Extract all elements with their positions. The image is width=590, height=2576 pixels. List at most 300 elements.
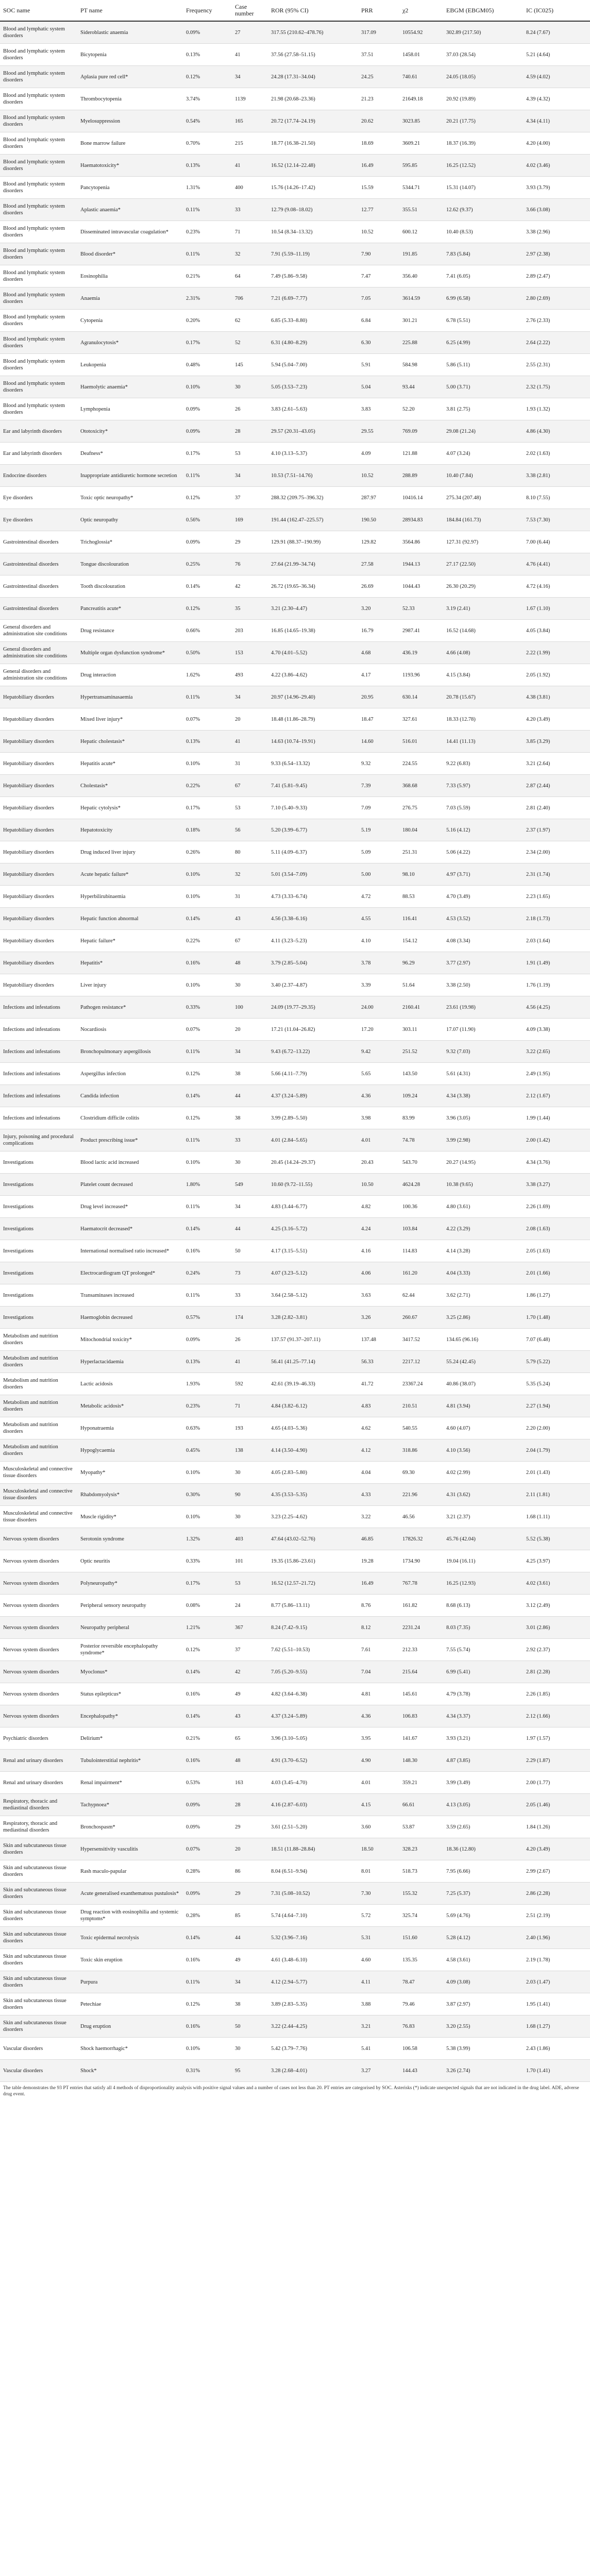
- cell-ebgm: 4.31 (3.62): [443, 1484, 523, 1506]
- cell-ebgm: 7.95 (6.66): [443, 1860, 523, 1883]
- cell-ror: 137.57 (91.37–207.11): [268, 1329, 358, 1351]
- cell-ror: 21.98 (20.68–23.36): [268, 88, 358, 110]
- cell-ic: 5.79 (5.22): [523, 1351, 590, 1373]
- cell-ebgm: 4.02 (2.99): [443, 1462, 523, 1484]
- cell-ror: 47.64 (43.02–52.76): [268, 1528, 358, 1550]
- cell-frequency: 0.11%: [183, 686, 232, 708]
- cell-soc-name: Gastrointestinal disorders: [0, 598, 77, 620]
- cell-ic: 3.38 (2.81): [523, 465, 590, 487]
- table-row: [0, 908, 590, 930]
- cell-prr: 10.52: [358, 221, 399, 243]
- cell-prr: 10.50: [358, 1174, 399, 1196]
- cell-ror: 4.91 (3.70–6.52): [268, 1750, 358, 1772]
- cell-pt-name: Serotonin syndrome: [77, 1528, 183, 1550]
- cell-case-number: 38: [232, 1107, 268, 1129]
- cell-prr: 8.01: [358, 1860, 399, 1883]
- cell-pt-name: Haematotoxicity*: [77, 155, 183, 177]
- cell-soc-name: Psychiatric disorders: [0, 1727, 77, 1750]
- cell-ror: 3.61 (2.51–5.20): [268, 1816, 358, 1838]
- cell-ror: 4.14 (3.50–4.90): [268, 1439, 358, 1462]
- cell-frequency: 0.11%: [183, 1971, 232, 1993]
- cell-ebgm: 3.21 (2.37): [443, 1506, 523, 1528]
- cell-prr: 4.90: [358, 1750, 399, 1772]
- cell-soc-name: Metabolism and nutrition disorders: [0, 1351, 77, 1373]
- cell-pt-name: Polyneuropathy*: [77, 1572, 183, 1595]
- table-row: [0, 1484, 590, 1506]
- cell-chi-square: 543.70: [399, 1151, 443, 1174]
- cell-frequency: 0.09%: [183, 1816, 232, 1838]
- cell-chi-square: 161.82: [399, 1595, 443, 1617]
- cell-frequency: 0.26%: [183, 841, 232, 863]
- header-ror: ROR (95% CI): [268, 0, 358, 21]
- cell-pt-name: Hyperbilirubinaemia: [77, 886, 183, 908]
- cell-chi-square: 88.53: [399, 886, 443, 908]
- cell-ebgm: 37.03 (28.54): [443, 44, 523, 66]
- cell-chi-square: 78.47: [399, 1971, 443, 1993]
- cell-chi-square: 260.67: [399, 1307, 443, 1329]
- cell-frequency: 0.10%: [183, 974, 232, 996]
- cell-ror: 4.70 (4.01–5.52): [268, 642, 358, 664]
- cell-prr: 3.26: [358, 1307, 399, 1329]
- cell-pt-name: Acute generalised exanthematous pustulosis*: [77, 1883, 183, 1905]
- cell-frequency: 0.09%: [183, 1883, 232, 1905]
- cell-ror: 3.64 (2.58–5.12): [268, 1284, 358, 1307]
- cell-chi-square: 83.99: [399, 1107, 443, 1129]
- cell-case-number: 41: [232, 155, 268, 177]
- cell-ic: 2.34 (2.00): [523, 841, 590, 863]
- table-row: [0, 221, 590, 243]
- cell-case-number: 65: [232, 1727, 268, 1750]
- cell-ic: 1.91 (1.49): [523, 952, 590, 974]
- cell-ror: 4.25 (3.16–5.72): [268, 1218, 358, 1240]
- cell-ror: 8.04 (6.51–9.94): [268, 1860, 358, 1883]
- cell-frequency: 0.10%: [183, 863, 232, 886]
- cell-pt-name: Aplasia pure red cell*: [77, 66, 183, 88]
- cell-ic: 8.24 (7.67): [523, 21, 590, 44]
- cell-prr: 3.22: [358, 1506, 399, 1528]
- cell-ebgm: 184.84 (161.73): [443, 509, 523, 531]
- table-row: [0, 509, 590, 531]
- cell-frequency: 0.09%: [183, 1794, 232, 1816]
- cell-ror: 3.79 (2.85–5.04): [268, 952, 358, 974]
- cell-frequency: 0.10%: [183, 1506, 232, 1528]
- cell-chi-square: 1044.43: [399, 575, 443, 598]
- cell-ebgm: 3.25 (2.86): [443, 1307, 523, 1329]
- cell-soc-name: Investigations: [0, 1174, 77, 1196]
- cell-prr: 3.27: [358, 2060, 399, 2082]
- cell-case-number: 203: [232, 620, 268, 642]
- cell-chi-square: 288.89: [399, 465, 443, 487]
- cell-frequency: 0.09%: [183, 1329, 232, 1351]
- cell-case-number: 41: [232, 44, 268, 66]
- cell-chi-square: 1944.13: [399, 553, 443, 575]
- cell-ic: 2.03 (1.47): [523, 1971, 590, 1993]
- cell-chi-square: 17826.32: [399, 1528, 443, 1550]
- cell-ebgm: 15.31 (14.07): [443, 177, 523, 199]
- cell-pt-name: Hepatic failure*: [77, 930, 183, 952]
- table-row: [0, 819, 590, 841]
- cell-ebgm: 19.04 (16.11): [443, 1550, 523, 1572]
- cell-ror: 5.01 (3.54–7.09): [268, 863, 358, 886]
- table-row: [0, 930, 590, 952]
- table-row: [0, 1151, 590, 1174]
- cell-ror: 20.97 (14.96–29.40): [268, 686, 358, 708]
- cell-frequency: 0.23%: [183, 221, 232, 243]
- cell-case-number: 493: [232, 664, 268, 686]
- cell-ebgm: 4.97 (3.71): [443, 863, 523, 886]
- cell-pt-name: Encephalopathy*: [77, 1705, 183, 1727]
- table-row: [0, 1661, 590, 1683]
- cell-prr: 7.61: [358, 1639, 399, 1661]
- cell-ic: 4.39 (4.32): [523, 88, 590, 110]
- cell-pt-name: Rhabdomyolysis*: [77, 1484, 183, 1506]
- cell-pt-name: International normalised ratio increased*: [77, 1240, 183, 1262]
- cell-soc-name: Nervous system disorders: [0, 1639, 77, 1661]
- cell-pt-name: Peripheral sensory neuropathy: [77, 1595, 183, 1617]
- cell-chi-square: 144.43: [399, 2060, 443, 2082]
- cell-prr: 4.33: [358, 1484, 399, 1506]
- cell-pt-name: Toxic optic neuropathy*: [77, 487, 183, 509]
- cell-frequency: 0.09%: [183, 398, 232, 420]
- cell-soc-name: Skin and subcutaneous tissue disorders: [0, 1860, 77, 1883]
- cell-case-number: 42: [232, 1661, 268, 1683]
- cell-ror: 4.84 (3.82–6.12): [268, 1395, 358, 1417]
- cell-chi-square: 4624.28: [399, 1174, 443, 1196]
- cell-prr: 3.88: [358, 1993, 399, 2015]
- cell-chi-square: 212.33: [399, 1639, 443, 1661]
- cell-case-number: 31: [232, 886, 268, 908]
- cell-pt-name: Candida infection: [77, 1085, 183, 1107]
- table-row: [0, 1816, 590, 1838]
- cell-chi-square: 251.31: [399, 841, 443, 863]
- cell-prr: 6.30: [358, 332, 399, 354]
- cell-prr: 4.60: [358, 1949, 399, 1971]
- cell-soc-name: Hepatobiliary disorders: [0, 753, 77, 775]
- cell-pt-name: Toxic epidermal necrolysis: [77, 1927, 183, 1949]
- table-row: [0, 443, 590, 465]
- table-row: [0, 553, 590, 575]
- cell-ror: 3.21 (2.30–4.47): [268, 598, 358, 620]
- cell-prr: 3.95: [358, 1727, 399, 1750]
- cell-ic: 2.81 (2.28): [523, 1661, 590, 1683]
- cell-ror: 3.83 (2.61–5.63): [268, 398, 358, 420]
- table-row: [0, 243, 590, 265]
- cell-frequency: 1.21%: [183, 1617, 232, 1639]
- cell-ic: 2.01 (1.66): [523, 1262, 590, 1284]
- cell-frequency: 0.17%: [183, 332, 232, 354]
- cell-pt-name: Bicytopenia: [77, 44, 183, 66]
- cell-ic: 5.35 (5.24): [523, 1373, 590, 1395]
- cell-frequency: 0.33%: [183, 1550, 232, 1572]
- cell-ebgm: 20.27 (14.95): [443, 1151, 523, 1174]
- cell-ic: 2.64 (2.22): [523, 332, 590, 354]
- cell-case-number: 193: [232, 1417, 268, 1439]
- cell-chi-square: 76.83: [399, 2015, 443, 2038]
- table-row: [0, 1417, 590, 1439]
- cell-frequency: 0.09%: [183, 531, 232, 553]
- cell-ror: 42.61 (39.19–46.33): [268, 1373, 358, 1395]
- cell-ebgm: 7.41 (6.05): [443, 265, 523, 287]
- cell-prr: 4.09: [358, 443, 399, 465]
- cell-chi-square: 3023.85: [399, 110, 443, 132]
- cell-prr: 16.79: [358, 620, 399, 642]
- cell-frequency: 0.11%: [183, 1284, 232, 1307]
- cell-frequency: 0.11%: [183, 1041, 232, 1063]
- cell-frequency: 1.62%: [183, 664, 232, 686]
- cell-soc-name: Nervous system disorders: [0, 1705, 77, 1727]
- cell-ic: 2.23 (1.65): [523, 886, 590, 908]
- table-row: [0, 1971, 590, 1993]
- cell-frequency: 0.12%: [183, 1639, 232, 1661]
- table-row: [0, 996, 590, 1019]
- cell-ror: 9.43 (6.72–13.22): [268, 1041, 358, 1063]
- cell-chi-square: 106.58: [399, 2038, 443, 2060]
- cell-ic: 1.68 (1.27): [523, 2015, 590, 2038]
- cell-case-number: 145: [232, 354, 268, 376]
- cell-chi-square: 327.61: [399, 708, 443, 731]
- cell-case-number: 48: [232, 1750, 268, 1772]
- cell-case-number: 44: [232, 1085, 268, 1107]
- cell-pt-name: Ototoxicity*: [77, 420, 183, 443]
- cell-ic: 2.11 (1.81): [523, 1484, 590, 1506]
- table-row: [0, 487, 590, 509]
- cell-ebgm: 4.10 (3.56): [443, 1439, 523, 1462]
- cell-ror: 4.07 (3.23–5.12): [268, 1262, 358, 1284]
- table-row: [0, 132, 590, 155]
- cell-ebgm: 18.37 (16.39): [443, 132, 523, 155]
- cell-chi-square: 225.88: [399, 332, 443, 354]
- cell-ebgm: 5.06 (4.22): [443, 841, 523, 863]
- cell-case-number: 706: [232, 287, 268, 310]
- cell-prr: 3.20: [358, 598, 399, 620]
- cell-soc-name: Metabolism and nutrition disorders: [0, 1395, 77, 1417]
- cell-pt-name: Electrocardiogram QT prolonged*: [77, 1262, 183, 1284]
- cell-case-number: 101: [232, 1550, 268, 1572]
- cell-ror: 20.72 (17.74–24.19): [268, 110, 358, 132]
- table-row: [0, 1905, 590, 1927]
- table-row: [0, 531, 590, 553]
- cell-case-number: 138: [232, 1439, 268, 1462]
- table-row: [0, 1617, 590, 1639]
- cell-pt-name: Thrombocytopenia: [77, 88, 183, 110]
- cell-soc-name: Blood and lymphatic system disorders: [0, 155, 77, 177]
- cell-pt-name: Renal impairment*: [77, 1772, 183, 1794]
- table-row: [0, 199, 590, 221]
- cell-ic: 4.76 (4.41): [523, 553, 590, 575]
- cell-ebgm: 3.59 (2.65): [443, 1816, 523, 1838]
- cell-pt-name: Aspergillus infection: [77, 1063, 183, 1085]
- cell-ror: 7.41 (5.81–9.45): [268, 775, 358, 797]
- cell-chi-square: 325.74: [399, 1905, 443, 1927]
- cell-soc-name: Skin and subcutaneous tissue disorders: [0, 1993, 77, 2015]
- cell-soc-name: Hepatobiliary disorders: [0, 886, 77, 908]
- cell-pt-name: Product prescribing issue*: [77, 1129, 183, 1151]
- cell-ic: 3.66 (3.08): [523, 199, 590, 221]
- cell-pt-name: Transaminases increased: [77, 1284, 183, 1307]
- cell-frequency: 0.10%: [183, 376, 232, 398]
- cell-ic: 4.34 (3.76): [523, 1151, 590, 1174]
- cell-pt-name: Posterior reversible encephalopathy syndrome*: [77, 1639, 183, 1661]
- cell-case-number: 80: [232, 841, 268, 863]
- cell-ic: 1.97 (1.57): [523, 1727, 590, 1750]
- cell-soc-name: Blood and lymphatic system disorders: [0, 265, 77, 287]
- cell-chi-square: 79.46: [399, 1993, 443, 2015]
- cell-prr: 17.20: [358, 1019, 399, 1041]
- cell-ebgm: 6.25 (4.99): [443, 332, 523, 354]
- cell-prr: 5.31: [358, 1927, 399, 1949]
- cell-pt-name: Deafness*: [77, 443, 183, 465]
- cell-pt-name: Hepatic function abnormal: [77, 908, 183, 930]
- table-row: [0, 66, 590, 88]
- cell-prr: 3.98: [358, 1107, 399, 1129]
- cell-ror: 5.66 (4.11–7.79): [268, 1063, 358, 1085]
- cell-frequency: 0.07%: [183, 708, 232, 731]
- cell-chi-square: 191.85: [399, 243, 443, 265]
- cell-frequency: 0.17%: [183, 1572, 232, 1595]
- cell-case-number: 20: [232, 1838, 268, 1860]
- cell-frequency: 0.12%: [183, 1107, 232, 1129]
- cell-pt-name: Lactic acidosis: [77, 1373, 183, 1395]
- table-row: [0, 1174, 590, 1196]
- cell-chi-square: 53.87: [399, 1816, 443, 1838]
- cell-pt-name: Muscle rigidity*: [77, 1506, 183, 1528]
- cell-pt-name: Tooth discolouration: [77, 575, 183, 598]
- cell-soc-name: Respiratory, thoracic and mediastinal disorders: [0, 1816, 77, 1838]
- cell-soc-name: Nervous system disorders: [0, 1595, 77, 1617]
- cell-chi-square: 135.35: [399, 1949, 443, 1971]
- cell-ic: 2.81 (2.40): [523, 797, 590, 819]
- cell-prr: 190.50: [358, 509, 399, 531]
- cell-ic: 1.99 (1.44): [523, 1107, 590, 1129]
- cell-frequency: 2.31%: [183, 287, 232, 310]
- cell-pt-name: Haemoglobin decreased: [77, 1307, 183, 1329]
- cell-ic: 1.84 (1.26): [523, 1816, 590, 1838]
- cell-prr: 4.17: [358, 664, 399, 686]
- cell-pt-name: Purpura: [77, 1971, 183, 1993]
- cell-soc-name: Hepatobiliary disorders: [0, 775, 77, 797]
- cell-case-number: 67: [232, 775, 268, 797]
- cell-ror: 24.28 (17.31–34.04): [268, 66, 358, 88]
- cell-soc-name: Skin and subcutaneous tissue disorders: [0, 1838, 77, 1860]
- table-row: [0, 2038, 590, 2060]
- cell-pt-name: Hepatotoxicity: [77, 819, 183, 841]
- cell-frequency: 0.14%: [183, 1661, 232, 1683]
- cell-ebgm: 4.34 (3.38): [443, 1085, 523, 1107]
- cell-chi-square: 141.67: [399, 1727, 443, 1750]
- cell-prr: 8.12: [358, 1617, 399, 1639]
- cell-pt-name: Platelet count decreased: [77, 1174, 183, 1196]
- cell-prr: 20.95: [358, 686, 399, 708]
- cell-ror: 4.10 (3.13–5.37): [268, 443, 358, 465]
- cell-prr: 4.01: [358, 1129, 399, 1151]
- cell-frequency: 0.14%: [183, 575, 232, 598]
- cell-chi-square: 2231.24: [399, 1617, 443, 1639]
- cell-chi-square: 368.68: [399, 775, 443, 797]
- cell-ebgm: 3.99 (3.49): [443, 1772, 523, 1794]
- cell-chi-square: 630.14: [399, 686, 443, 708]
- cell-soc-name: Infections and infestations: [0, 1041, 77, 1063]
- cell-ebgm: 3.96 (3.05): [443, 1107, 523, 1129]
- cell-ror: 3.28 (2.82–3.81): [268, 1307, 358, 1329]
- cell-ror: 5.32 (3.96–7.16): [268, 1927, 358, 1949]
- cell-ic: 2.05 (1.46): [523, 1794, 590, 1816]
- cell-chi-square: 436.19: [399, 642, 443, 664]
- cell-ic: 2.29 (1.87): [523, 1750, 590, 1772]
- cell-prr: 18.50: [358, 1838, 399, 1860]
- cell-pt-name: Hypoglycaemia: [77, 1439, 183, 1462]
- cell-pt-name: Nocardiosis: [77, 1019, 183, 1041]
- cell-ebgm: 7.25 (5.37): [443, 1883, 523, 1905]
- cell-frequency: 1.32%: [183, 1528, 232, 1550]
- cell-case-number: 50: [232, 2015, 268, 2038]
- cell-prr: 24.25: [358, 66, 399, 88]
- cell-ic: 3.38 (3.27): [523, 1174, 590, 1196]
- cell-frequency: 3.74%: [183, 88, 232, 110]
- cell-chi-square: 224.55: [399, 753, 443, 775]
- table-row: [0, 1329, 590, 1351]
- cell-ror: 7.10 (5.40–9.33): [268, 797, 358, 819]
- cell-ebgm: 10.38 (9.65): [443, 1174, 523, 1196]
- cell-ror: 7.62 (5.51–10.53): [268, 1639, 358, 1661]
- cell-chi-square: 355.51: [399, 199, 443, 221]
- cell-prr: 3.63: [358, 1284, 399, 1307]
- cell-soc-name: Blood and lymphatic system disorders: [0, 132, 77, 155]
- cell-pt-name: Eosinophilia: [77, 265, 183, 287]
- cell-prr: 20.62: [358, 110, 399, 132]
- cell-ic: 4.02 (3.61): [523, 1572, 590, 1595]
- table-row: [0, 1284, 590, 1307]
- cell-soc-name: Infections and infestations: [0, 1107, 77, 1129]
- cell-ic: 2.31 (1.74): [523, 863, 590, 886]
- cell-ic: 4.09 (3.38): [523, 1019, 590, 1041]
- cell-prr: 4.36: [358, 1705, 399, 1727]
- cell-ror: 4.11 (3.23–5.23): [268, 930, 358, 952]
- cell-ic: 2.49 (1.95): [523, 1063, 590, 1085]
- cell-ic: 1.93 (1.32): [523, 398, 590, 420]
- cell-ic: 4.02 (3.46): [523, 155, 590, 177]
- cell-chi-square: 121.88: [399, 443, 443, 465]
- cell-soc-name: Nervous system disorders: [0, 1661, 77, 1683]
- cell-frequency: 0.13%: [183, 1351, 232, 1373]
- cell-case-number: 53: [232, 797, 268, 819]
- cell-prr: 3.60: [358, 1816, 399, 1838]
- table-row: [0, 775, 590, 797]
- cell-ebgm: 45.76 (42.04): [443, 1528, 523, 1550]
- cell-chi-square: 600.12: [399, 221, 443, 243]
- cell-chi-square: 116.41: [399, 908, 443, 930]
- cell-case-number: 34: [232, 465, 268, 487]
- cell-ebgm: 9.22 (6.83): [443, 753, 523, 775]
- table-row: [0, 1218, 590, 1240]
- cell-ebgm: 3.20 (2.55): [443, 2015, 523, 2038]
- table-row: [0, 1572, 590, 1595]
- cell-soc-name: Hepatobiliary disorders: [0, 708, 77, 731]
- cell-ebgm: 7.83 (5.84): [443, 243, 523, 265]
- cell-ic: 4.20 (3.49): [523, 1838, 590, 1860]
- cell-ebgm: 3.81 (2.75): [443, 398, 523, 420]
- cell-prr: 20.43: [358, 1151, 399, 1174]
- cell-case-number: 43: [232, 908, 268, 930]
- cell-prr: 9.32: [358, 753, 399, 775]
- cell-chi-square: 359.21: [399, 1772, 443, 1794]
- cell-frequency: 0.17%: [183, 797, 232, 819]
- cell-chi-square: 1193.96: [399, 664, 443, 686]
- cell-ror: 288.32 (209.75–396.32): [268, 487, 358, 509]
- table-row: [0, 1107, 590, 1129]
- cell-ic: 1.95 (1.41): [523, 1993, 590, 2015]
- cell-ror: 16.52 (12.57–21.72): [268, 1572, 358, 1595]
- cell-chi-square: 96.29: [399, 952, 443, 974]
